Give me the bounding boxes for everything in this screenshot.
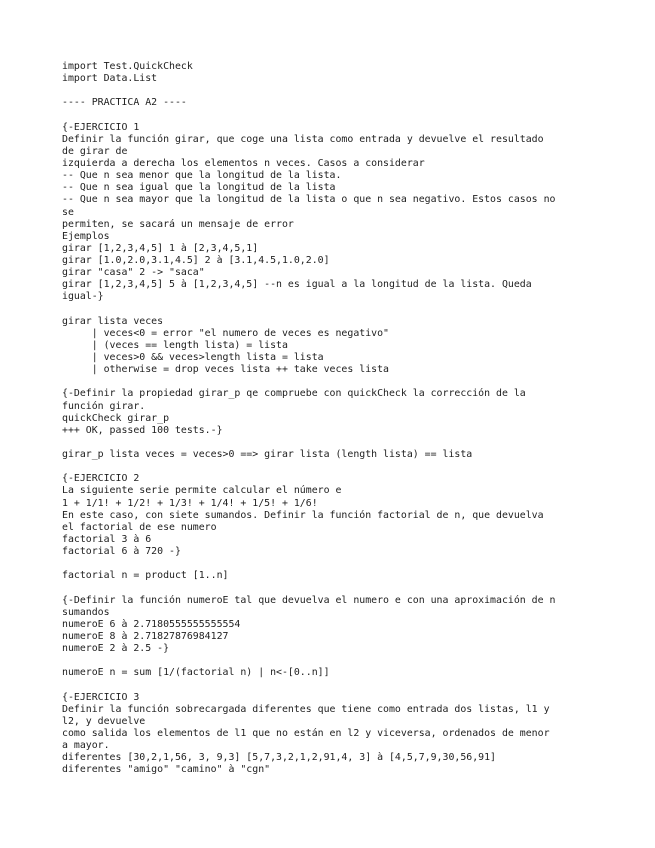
text-line: girar [1,2,3,4,5] 1 à [2,3,4,5,1] [62,242,259,254]
text-line: diferentes [30,2,1,56, 3, 9,3] [5,7,3,2,1,2,91,4, 3] à [4,5,7,9,30,56,91] [62,752,497,764]
text-line [62,437,642,449]
text-line: -- Que n sea menor que la longitud de la lista. [62,170,342,182]
text-line: -- Que n sea mayor que la longitud de la lista o que n sea negativo. Estos casos no [62,194,556,206]
text-line: factorial n = product [1..n] [62,570,229,582]
text-line: diferentes "amigo" "camino" à "cgn" [62,764,271,776]
text-line [62,304,642,316]
text-line: import Data.List [62,73,158,85]
text-line [62,461,642,473]
text-line [62,679,642,691]
text-line: | veces>0 && veces>length lista = lista [62,352,324,363]
text-line [62,376,642,388]
text-line: factorial 3 à 6 [62,533,152,545]
text-line: factorial 6 à 720 -} [62,546,181,557]
text-line: import Test.QuickCheck [62,61,193,72]
text-line: función girar. [62,400,146,412]
text-line: girar [1,2,3,4,5] 5 à [1,2,3,4,5] --n es igual a la longitud de la lista. Queda [62,279,532,291]
text-line: {-Definir la función numeroE tal que devuelva el numero e con una aproximación de n [62,594,556,606]
text-line: l2, y devuelve [62,715,146,727]
text-line [62,558,642,570]
text-line: izquierda a derecha los elementos n veces. Casos a considerar [62,158,425,169]
text-line: ---- PRACTICA A2 ---- [62,97,187,109]
text-line: {-EJERCICIO 3 [62,691,140,703]
text-line: girar [1.0,2.0,3.1,4.5] 2 à [3.1,4.5,1.0,2.0] [62,255,330,266]
text-line: girar_p lista veces = veces>0 ==> girar lista (length lista) == lista [62,449,473,460]
text-line: 1 + 1/1! + 1/2! + 1/3! + 1/4! + 1/5! + 1/6! [62,497,318,509]
text-line: {-EJERCICIO 1 [62,121,140,133]
text-line: como salida los elementos de l1 que no están en l2 y viceversa, ordenados de menor [62,727,550,739]
text-line: sumandos [62,606,110,618]
text-line: Definir la función girar, que coge una lista como entrada y devuelve el resultado [62,133,544,145]
text-line: el factorial de ese numero [62,521,217,533]
text-line: girar "casa" 2 -> "saca" [62,267,205,279]
text-line: se [62,206,74,218]
text-line [62,582,642,594]
text-line: Definir la función sobrecargada diferentes que tiene como entrada dos listas, l1 y [62,703,550,715]
document-page [62,61,642,776]
text-line: numeroE n = sum [1/(factorial n) | n<-[0..n]] [62,667,330,679]
text-line: | (veces == length lista) = lista [62,339,288,351]
text-line: igual-} [62,291,104,303]
text-line: +++ OK, passed 100 tests.-} [62,424,223,436]
text-line [62,85,642,97]
text-line: La siguiente serie permite calcular el número e [62,485,342,497]
text-line: numeroE 2 à 2.5 -} [62,643,170,654]
text-line: {-Definir la propiedad girar_p qe compruebe con quickCheck la corrección de la [62,388,526,400]
text-line: -- Que n sea igual que la longitud de la lista [62,182,336,194]
text-line: | otherwise = drop veces lista ++ take veces lista [62,364,389,376]
text-line: permiten, se sacará un mensaje de error [62,218,294,230]
text-line: | veces<0 = error "el numero de veces es negativo" [62,327,389,339]
text-line [62,110,642,122]
text-line [62,655,642,667]
text-line: Ejemplos [62,230,110,242]
text-line: En este caso, con siete sumandos. Definir la función factorial de n, que devuelva [62,509,544,521]
text-line: a mayor. [62,740,110,751]
text-line: {-EJERCICIO 2 [62,473,140,485]
text-line: numeroE 6 à 2.7180555555555554 [62,618,241,630]
text-line: quickCheck girar_p [62,412,170,424]
text-line: de girar de [62,145,128,157]
text-line: numeroE 8 à 2.71827876984127 [62,630,229,642]
text-line: girar lista veces [62,315,164,327]
